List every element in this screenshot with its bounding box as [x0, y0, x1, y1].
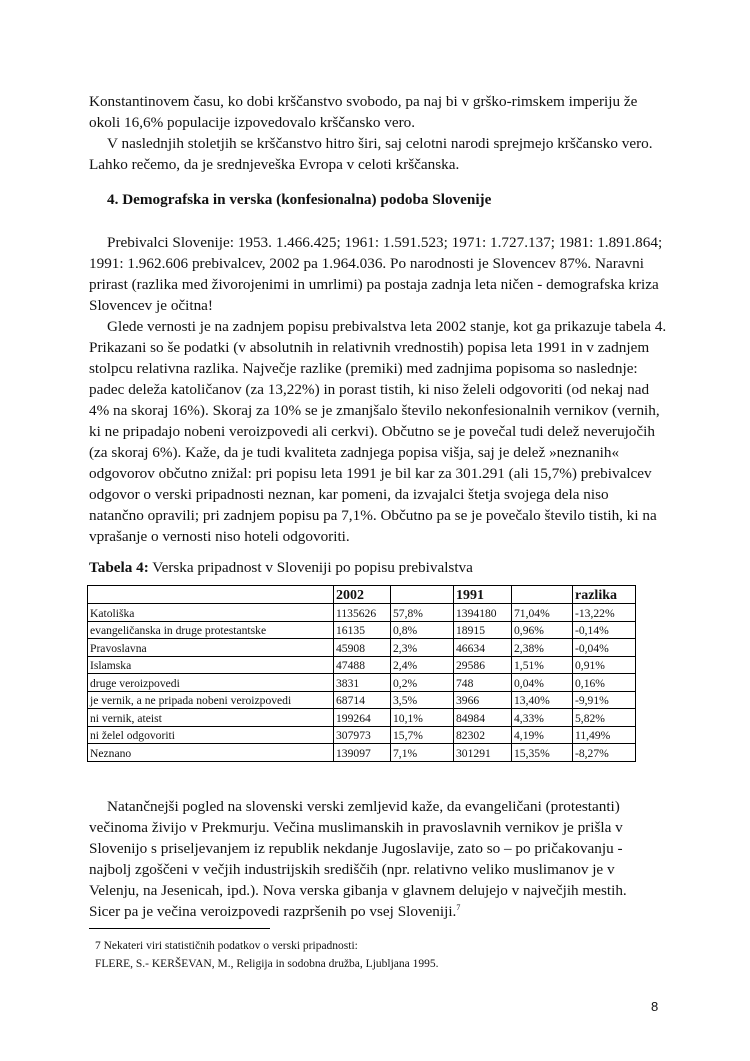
- row-label: Pravoslavna: [88, 639, 334, 657]
- row-label: druge veroizpovedi: [88, 674, 334, 692]
- cell-1991-pct: 4,33%: [512, 709, 573, 727]
- cell-1991-count: 29586: [454, 656, 512, 674]
- cell-2002-pct: 10,1%: [391, 709, 454, 727]
- text-line: natančno opravili; pri zadnjem popisu pa 7,1%. Občutno pa se je povečalo število tistih, ki na: [89, 507, 657, 524]
- cell-1991-count: 82302: [454, 726, 512, 744]
- cell-1991-pct: 4,19%: [512, 726, 573, 744]
- cell-2002-count: 45908: [334, 639, 391, 657]
- cell-difference: -0,04%: [573, 639, 636, 657]
- paragraph-population: [89, 232, 669, 316]
- table-caption-label: Tabela 4:: [89, 559, 149, 576]
- text-line: Slovencev je očitna!: [89, 297, 213, 314]
- header-cell: [512, 586, 573, 604]
- table-row: [88, 744, 636, 762]
- cell-1991-count: 3966: [454, 691, 512, 709]
- table-row: [88, 639, 636, 657]
- text-line: [89, 901, 669, 922]
- section-heading: 4. Demografska in verska (konfesionalna) podoba Slovenije: [107, 191, 492, 208]
- paragraph-christianity-spread: [89, 133, 669, 175]
- paragraph-religious-map: [89, 796, 669, 922]
- text-line: padec deleža katoličanov (za 13,22%) in porast tistih, ki niso želeli odgovoriti (od nekaj nad: [89, 381, 650, 398]
- cell-2002-count: 307973: [334, 726, 391, 744]
- footnote-reference[interactable]: 7: [456, 902, 461, 912]
- table-caption-text: Verska pripadnost v Sloveniji po popisu prebivalstva: [148, 559, 473, 576]
- cell-1991-pct: 13,40%: [512, 691, 573, 709]
- cell-2002-pct: 2,4%: [391, 656, 454, 674]
- text-line: 4% na skoraj 16%). Skoraj za 10% se je zmanjšalo število nekonfesionalnih vernikov (vernih,: [89, 402, 660, 419]
- row-label: evangeličanska in druge protestantske: [88, 621, 334, 639]
- header-cell: [88, 586, 334, 604]
- table-row: [88, 709, 636, 727]
- text-line: V naslednjih stoletjih se krščanstvo hitro širi, saj celotni narodi sprejmejo krščansko vero.: [107, 135, 653, 152]
- row-label: je vernik, a ne pripada nobeni veroizpovedi: [88, 691, 334, 709]
- table-row: [88, 674, 636, 692]
- text-line: Velenju, na Jesenicah, ipd.). Nova verska gibanja v glavnem delujejo v največjih mestih.: [89, 882, 627, 899]
- text-line: (za skoraj 6%). Kaže, da je tudi kvaliteta zadnjega popisa višja, saj je delež »neznanih«: [89, 444, 620, 461]
- cell-2002-pct: 3,5%: [391, 691, 454, 709]
- text-line: prirast (razlika med živorojenimi in umrlimi) pa postaja zadnja leta ničen - demografska kriza: [89, 276, 659, 293]
- text-line: odgovor o verski pripadnosti neznan, kar pomeni, da izvajalci štetja svojega dela niso: [89, 486, 609, 503]
- header-cell-razlika: razlika: [573, 586, 636, 604]
- cell-1991-count: 1394180: [454, 604, 512, 622]
- footnote: [95, 937, 438, 973]
- text-line: odgovorov občutno znižal: pri popisu leta 1991 je bil kar za 301.291 (ali 15,7%) prebivalcev: [89, 465, 652, 482]
- cell-2002-count: 139097: [334, 744, 391, 762]
- cell-2002-count: 1135626: [334, 604, 391, 622]
- cell-2002-count: 199264: [334, 709, 391, 727]
- cell-1991-count: 18915: [454, 621, 512, 639]
- row-label: Katoliška: [88, 604, 334, 622]
- cell-difference: -13,22%: [573, 604, 636, 622]
- cell-1991-pct: 0,96%: [512, 621, 573, 639]
- text-line: Prikazani so še podatki (v absolutnih in relativnih vrednostih) popisa leta 1991 in v zadnjem: [89, 339, 650, 356]
- cell-2002-count: 16135: [334, 621, 391, 639]
- text-line: Prebivalci Slovenije: 1953. 1.466.425; 1961: 1.591.523; 1971: 1.727.137; 1981: 1.891.864;: [107, 234, 663, 251]
- text-line: vprašanje o vernosti niso hoteli odgovoriti.: [89, 528, 350, 545]
- cell-difference: 5,82%: [573, 709, 636, 727]
- paragraph-religiosity: [89, 316, 669, 547]
- row-label: Neznano: [88, 744, 334, 762]
- cell-1991-pct: 0,04%: [512, 674, 573, 692]
- row-label: ni vernik, ateist: [88, 709, 334, 727]
- cell-difference: 0,91%: [573, 656, 636, 674]
- cell-difference: -0,14%: [573, 621, 636, 639]
- cell-2002-pct: 7,1%: [391, 744, 454, 762]
- cell-2002-pct: 2,3%: [391, 639, 454, 657]
- text-line: Lahko rečemo, da je srednjeveška Evropa v celoti krščanska.: [89, 156, 460, 173]
- text-line: Slovenijo s priseljevanjem iz republik nekdanje Jugoslavije, zato so – po pričakovanju -: [89, 840, 623, 857]
- cell-2002-pct: 57,8%: [391, 604, 454, 622]
- table-row: [88, 656, 636, 674]
- table-row: [88, 604, 636, 622]
- text-line: okoli 16,6% populacije izpovedovalo krščansko vero.: [89, 114, 416, 131]
- header-cell: [391, 586, 454, 604]
- intro-paragraph: [89, 91, 669, 133]
- text-line: Natančnejši pogled na slovenski verski zemljevid kaže, da evangeličani (protestanti): [107, 798, 620, 815]
- cell-1991-count: 748: [454, 674, 512, 692]
- cell-2002-pct: 0,8%: [391, 621, 454, 639]
- table-row: [88, 691, 636, 709]
- page-number: 8: [651, 999, 659, 1014]
- footnote-line: 7 Nekateri viri statističnih podatkov o verski pripadnosti:: [95, 940, 358, 952]
- cell-1991-count: 46634: [454, 639, 512, 657]
- cell-2002-count: 3831: [334, 674, 391, 692]
- footnote-line: FLERE, S.- KERŠEVAN, M., Religija in sodobna družba, Ljubljana 1995.: [95, 958, 439, 970]
- header-cell-1991: 1991: [454, 586, 512, 604]
- cell-1991-pct: 2,38%: [512, 639, 573, 657]
- cell-2002-count: 68714: [334, 691, 391, 709]
- text-line: najbolj zgoščeni v večjih industrijskih središčih (npr. relativno veliko muslimanov je v: [89, 861, 615, 878]
- cell-1991-pct: 71,04%: [512, 604, 573, 622]
- cell-2002-pct: 0,2%: [391, 674, 454, 692]
- religious-affiliation-table: [87, 585, 636, 762]
- cell-difference: 11,49%: [573, 726, 636, 744]
- cell-2002-pct: 15,7%: [391, 726, 454, 744]
- text-line: večinoma živijo v Prekmurju. Večina muslimanskih in pravoslavnih vernikov je prišla v: [89, 819, 623, 836]
- text-line: 1991: 1.962.606 prebivalcev, 2002 pa 1.964.036. Po narodnosti je Slovencev 87%. Naravni: [89, 255, 644, 272]
- table-caption: [89, 559, 473, 577]
- table-row: [88, 621, 636, 639]
- text-line-content: Sicer pa je večina veroizpovedi razpršenih po vsej Sloveniji.: [89, 903, 457, 920]
- cell-2002-count: 47488: [334, 656, 391, 674]
- text-line: stolpcu relativna razlika. Največje razlike (premiki) med zadnjima popisoma so naslednje:: [89, 360, 638, 377]
- cell-difference: 0,16%: [573, 674, 636, 692]
- text-line: Konstantinovem času, ko dobi krščanstvo svobodo, pa naj bi v grško-rimskem imperiju že: [89, 93, 638, 110]
- row-label: Islamska: [88, 656, 334, 674]
- cell-difference: -8,27%: [573, 744, 636, 762]
- table-row: [88, 726, 636, 744]
- cell-1991-pct: 15,35%: [512, 744, 573, 762]
- cell-1991-count: 84984: [454, 709, 512, 727]
- cell-1991-pct: 1,51%: [512, 656, 573, 674]
- header-cell-2002: 2002: [334, 586, 391, 604]
- cell-difference: -9,91%: [573, 691, 636, 709]
- row-label: ni želel odgovoriti: [88, 726, 334, 744]
- cell-1991-count: 301291: [454, 744, 512, 762]
- table-header-row: [88, 586, 636, 604]
- text-line: ki ne pripadajo nobeni veroizpovedi ali cerkvi). Občutno se je povečal tudi delež neverujočih: [89, 423, 655, 440]
- footnote-separator: [89, 928, 270, 929]
- text-line: Glede vernosti je na zadnjem popisu prebivalstva leta 2002 stanje, kot ga prikazuje tabela 4.: [107, 318, 667, 335]
